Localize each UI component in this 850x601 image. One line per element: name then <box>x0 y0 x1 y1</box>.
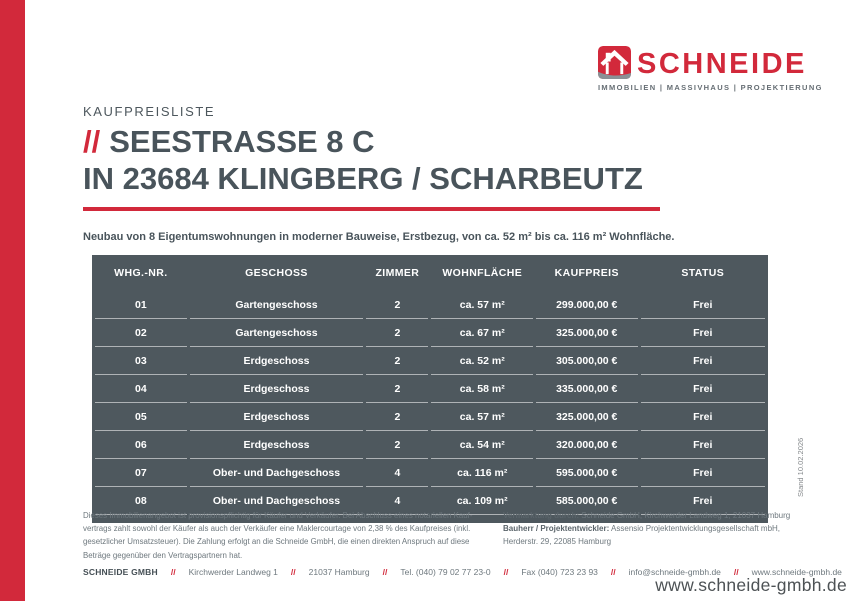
title-street: SEESTRASSE 8 C <box>109 124 375 159</box>
title-slashes: // <box>83 124 101 159</box>
marketing-label: Vermarktung durch: <box>503 511 580 520</box>
cell-zimmer: 2 <box>366 291 428 319</box>
intro-text: Neubau von 8 Eigentumswohnungen in moderner Bauweise, Erstbezug, von ca. 52 m² bis ca. 116 m² Wohnfläche. <box>83 231 675 243</box>
disclaimer-line: vertrags zahlt sowohl der Käufer als auch der Verkäufer eine Maklercourtage von 2,38 % des Kaufpreises (inkl. <box>83 524 471 534</box>
title-line-1 <box>83 123 643 160</box>
house-logo-icon <box>598 46 631 79</box>
cell-status: Frei <box>641 319 765 347</box>
cell-zimmer: 2 <box>366 375 428 403</box>
disclaimer-line: Beträge gegenüber den Vertragspartnern hat. <box>83 550 243 560</box>
title-underline <box>83 207 660 211</box>
cell-whg-nr: 03 <box>95 347 187 375</box>
left-accent-bar <box>0 0 25 601</box>
cell-whg-nr: 04 <box>95 375 187 403</box>
developer-line <box>503 522 790 535</box>
marketing-value: Schneide GmbH, Kirchwerder Landweg 1, 21037 Hamburg <box>579 511 791 520</box>
cell-zimmer: 4 <box>366 459 428 487</box>
cell-geschoss: Erdgeschoss <box>190 431 364 459</box>
marketing-line <box>503 509 790 522</box>
cell-geschoss: Erdgeschoss <box>190 403 364 431</box>
cell-kaufpreis: 305.000,00 € <box>536 347 638 375</box>
slash-separator: // <box>503 567 509 577</box>
cell-whg-nr: 05 <box>95 403 187 431</box>
cell-zimmer: 2 <box>366 403 428 431</box>
table-row <box>95 459 765 487</box>
cell-status: Frei <box>641 291 765 319</box>
slash-separator: // <box>610 567 616 577</box>
price-table <box>92 255 768 523</box>
document-type-label: KAUFPREISLISTE <box>83 104 216 119</box>
slash-separator: // <box>170 567 176 577</box>
cell-wohnflaeche: ca. 67 m² <box>431 319 533 347</box>
cell-whg-nr: 06 <box>95 431 187 459</box>
developer-value: Assensio Projektentwicklungsgesellschaft mbH, <box>609 524 781 534</box>
cell-geschoss: Erdgeschoss <box>190 347 364 375</box>
table-row <box>95 291 765 319</box>
cell-whg-nr: 07 <box>95 459 187 487</box>
contact-phone: Tel. (040) 79 02 77 23-0 <box>400 567 491 577</box>
cell-status: Frei <box>641 431 765 459</box>
cell-wohnflaeche: ca. 54 m² <box>431 431 533 459</box>
table-header-row <box>95 255 765 291</box>
logo-wordmark: SCHNEIDE <box>637 48 807 80</box>
cell-whg-nr: 08 <box>95 487 187 515</box>
col-geschoss: GESCHOSS <box>245 267 308 279</box>
cell-kaufpreis: 325.000,00 € <box>536 403 638 431</box>
table-row <box>95 319 765 347</box>
contact-email: info@schneide-gmbh.de <box>628 567 721 577</box>
logo-tagline: IMMOBILIEN | MASSIVHAUS | PROJEKTIERUNG <box>598 83 823 92</box>
contact-fax: Fax (040) 723 23 93 <box>521 567 598 577</box>
table-row <box>95 403 765 431</box>
col-whg-nr: WHG.-NR. <box>114 267 168 279</box>
disclaimer-text <box>83 509 472 562</box>
slash-separator: // <box>382 567 388 577</box>
col-status: STATUS <box>681 267 725 279</box>
cell-status: Frei <box>641 487 765 515</box>
col-zimmer: ZIMMER <box>375 267 420 279</box>
contact-address-street: Kirchwerder Landweg 1 <box>188 567 278 577</box>
table-row <box>95 431 765 459</box>
cell-kaufpreis: 335.000,00 € <box>536 375 638 403</box>
cell-wohnflaeche: ca. 57 m² <box>431 291 533 319</box>
col-kaufpreis: KAUFPREIS <box>554 267 619 279</box>
contact-address-city: 21037 Hamburg <box>308 567 370 577</box>
marketing-info <box>503 509 790 549</box>
cell-kaufpreis: 325.000,00 € <box>536 319 638 347</box>
page-title <box>83 123 643 197</box>
cell-status: Frei <box>641 459 765 487</box>
cell-zimmer: 4 <box>366 487 428 515</box>
cell-kaufpreis: 299.000,00 € <box>536 291 638 319</box>
cell-geschoss: Ober- und Dachgeschoss <box>190 459 364 487</box>
cell-whg-nr: 01 <box>95 291 187 319</box>
cell-whg-nr: 02 <box>95 319 187 347</box>
company-name: SCHNEIDE GMBH <box>83 567 158 577</box>
table-row <box>95 375 765 403</box>
disclaimer-line: Dieses Immobilienangebot ist provisionspflichtig für Käufer und Verkäufer. Bei Abschluss eines notariellen Kauf- <box>83 511 473 520</box>
cell-kaufpreis: 320.000,00 € <box>536 431 638 459</box>
cell-kaufpreis: 595.000,00 € <box>536 459 638 487</box>
cell-zimmer: 2 <box>366 347 428 375</box>
slash-separator: // <box>290 567 296 577</box>
stand-date-note: Stand 10.02.2026 <box>796 437 805 497</box>
col-wohnflaeche: WOHNFLÄCHE <box>442 267 523 279</box>
contact-website: www.schneide-gmbh.de <box>751 567 842 577</box>
slash-separator: // <box>733 567 739 577</box>
logo-row <box>598 46 807 80</box>
developer-address: Herderstr. 29, 22085 Hamburg <box>503 537 612 547</box>
developer-label: Bauherr / Projektentwickler: <box>503 524 610 534</box>
cell-status: Frei <box>641 375 765 403</box>
table-row <box>95 347 765 375</box>
title-line-2: IN 23684 KLINGBERG / SCHARBEUTZ <box>83 161 643 196</box>
cell-wohnflaeche: ca. 109 m² <box>431 487 533 515</box>
cell-zimmer: 2 <box>366 431 428 459</box>
website-watermark: www.schneide-gmbh.de <box>655 575 847 595</box>
disclaimer-line: gesetzlicher Umsatzsteuer). Die Zahlung erfolgt an die Schneide GmbH, die einen direkten Anspruch auf diese <box>83 537 470 547</box>
cell-wohnflaeche: ca. 57 m² <box>431 403 533 431</box>
cell-kaufpreis: 585.000,00 € <box>536 487 638 515</box>
schneide-logo <box>598 46 823 92</box>
cell-wohnflaeche: ca. 58 m² <box>431 375 533 403</box>
cell-status: Frei <box>641 403 765 431</box>
cell-geschoss: Ober- und Dachgeschoss <box>190 487 364 515</box>
cell-geschoss: Gartengeschoss <box>190 291 364 319</box>
cell-geschoss: Erdgeschoss <box>190 375 364 403</box>
cell-wohnflaeche: ca. 52 m² <box>431 347 533 375</box>
cell-status: Frei <box>641 347 765 375</box>
cell-geschoss: Gartengeschoss <box>190 319 364 347</box>
cell-wohnflaeche: ca. 116 m² <box>431 459 533 487</box>
cell-zimmer: 2 <box>366 319 428 347</box>
